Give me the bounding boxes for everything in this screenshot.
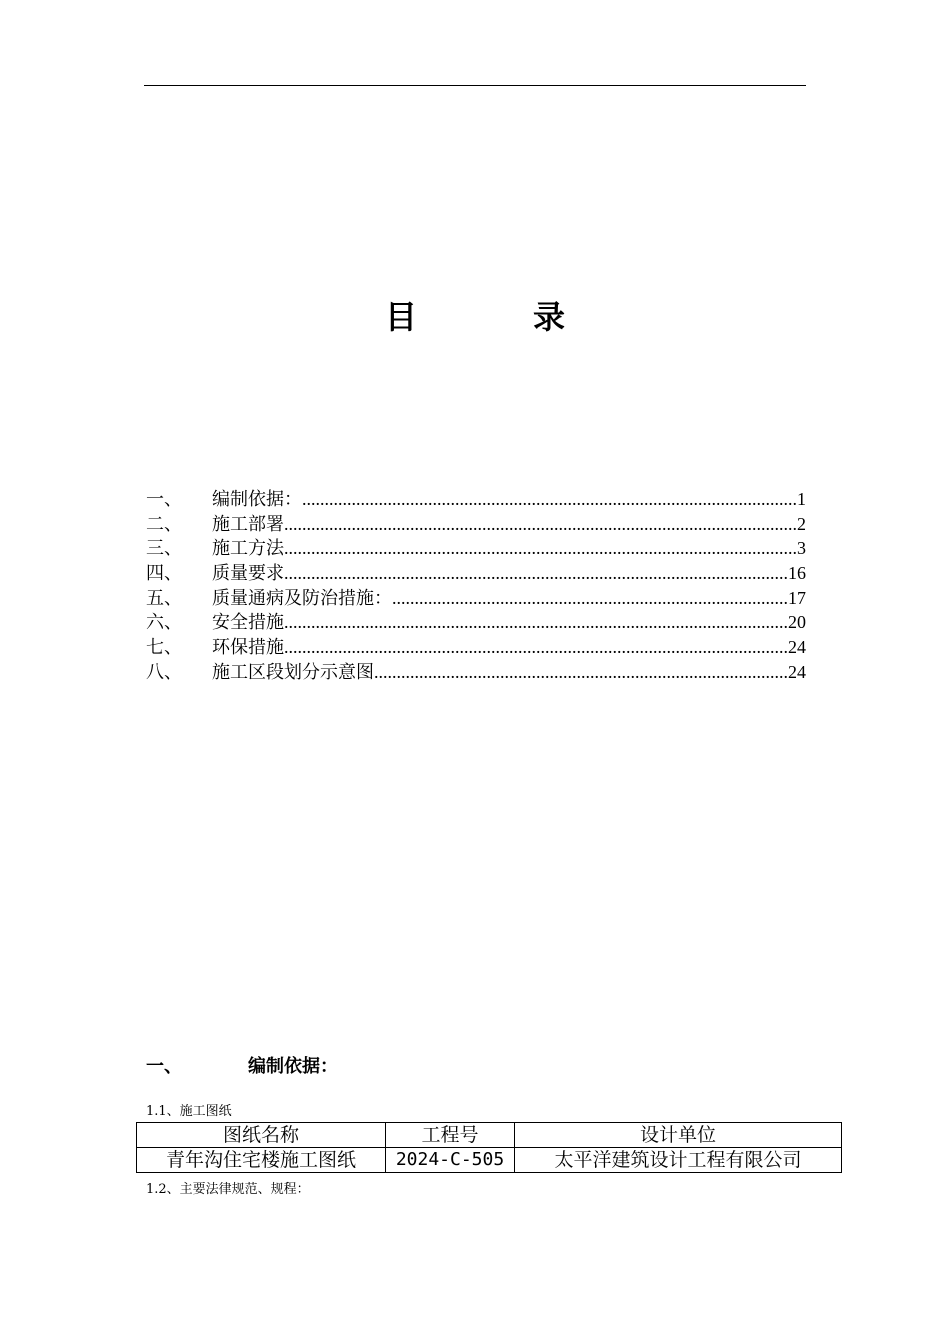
toc-entry[interactable] [146,561,806,586]
toc-leader [284,536,797,562]
section-number: 一、 [146,1056,182,1077]
toc-leader [392,586,788,612]
section-title: 编制依据： [248,1056,338,1077]
column-header-project-no: 工程号 [386,1123,515,1148]
toc-entry-number: 三、 [146,538,182,560]
toc-entry[interactable] [146,635,806,660]
toc-entry-number: 五、 [146,587,182,609]
toc-entry-number: 八、 [146,661,182,683]
toc-entry[interactable] [146,487,806,512]
toc-leader [284,561,788,587]
toc-leader [284,512,797,538]
toc-leader [374,660,788,686]
toc-entry-page: 24 [788,661,806,682]
subsection-regulations: 1.2、主要法律规范、规程： [146,1182,310,1197]
table-row [137,1148,842,1173]
cell-design-unit: 太平洋建筑设计工程有限公司 [515,1148,842,1173]
toc-entry-page: 24 [788,637,806,658]
toc-entry-page: 3 [797,538,806,559]
toc-entry-label: 质量要求 [212,563,284,585]
toc-entry-number: 二、 [146,513,182,535]
toc-entry-label: 施工部署 [212,513,284,535]
table-header-row [137,1123,842,1148]
toc-entry-label: 质量通病及防治措施： [212,587,392,609]
drawings-table [136,1122,842,1173]
toc-title: 目 录 [384,298,607,336]
toc-entry-page: 20 [788,612,806,633]
toc-entry-label: 环保措施 [212,637,284,659]
toc-entry-label: 编制依据： [212,489,302,510]
toc-entry[interactable] [146,610,806,635]
toc-leader [284,635,788,661]
subsection-drawings: 1.1、施工图纸 [146,1104,232,1119]
column-header-drawing-name: 图纸名称 [137,1123,386,1148]
toc-entry-label: 施工方法 [212,538,284,560]
table-of-contents [146,487,806,685]
toc-entry-number: 四、 [146,563,182,585]
toc-entry-label: 安全措施 [212,612,284,634]
toc-entry-number: 一、 [146,489,182,510]
toc-entry-page: 2 [797,513,806,534]
toc-entry-page: 1 [797,489,806,509]
header-rule [144,85,806,86]
toc-entry-number: 七、 [146,637,182,659]
toc-entry-page: 16 [788,563,806,584]
toc-entry-page: 17 [788,587,806,608]
toc-leader [284,610,788,636]
toc-entry[interactable] [146,660,806,685]
toc-entry[interactable] [146,512,806,537]
toc-entry-label: 施工区段划分示意图 [212,661,374,683]
cell-project-no: 2024-C-505 [386,1148,515,1173]
toc-entry[interactable] [146,586,806,611]
section-heading [146,1052,338,1078]
toc-entry[interactable] [146,536,806,561]
column-header-design-unit: 设计单位 [515,1123,842,1148]
toc-entry-number: 六、 [146,612,182,634]
cell-drawing-name: 青年沟住宅楼施工图纸 [137,1148,386,1173]
toc-leader [302,487,797,513]
